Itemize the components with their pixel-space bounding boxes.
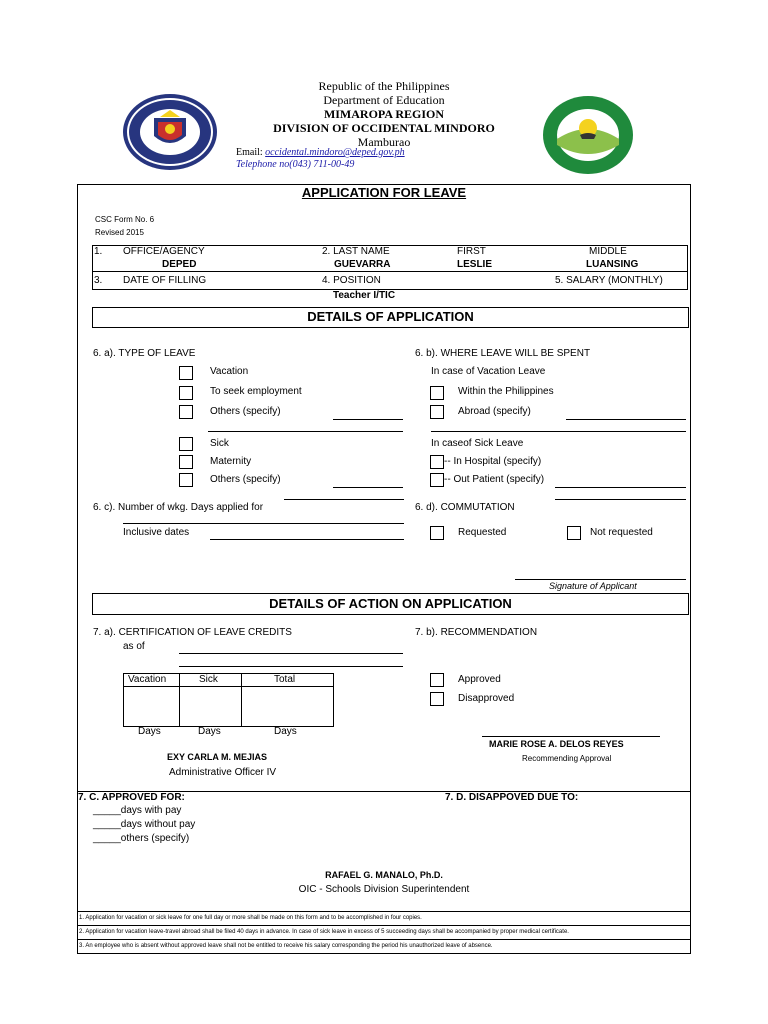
requested-checkbox[interactable]: [430, 526, 444, 540]
maternity-checkbox[interactable]: [179, 455, 193, 469]
approved-for-heading: 7. C. APPROVED FOR:: [78, 792, 185, 803]
details-of-application-heading: DETAILS OF APPLICATION: [92, 307, 689, 328]
office-agency-value: DEPED: [162, 259, 197, 270]
details-of-action-heading: DETAILS OF ACTION ON APPLICATION: [92, 593, 689, 615]
commutation-heading: 6. d). COMMUTATION: [415, 502, 515, 513]
first-name-value: LESLIE: [457, 259, 493, 270]
outpatient-checkbox[interactable]: [430, 473, 444, 487]
header-division: DIVISION OF OCCIDENTAL MINDORO: [273, 121, 495, 135]
as-of-line-2[interactable]: [179, 666, 403, 667]
where-spent-heading: 6. b). WHERE LEAVE WILL BE SPENT: [415, 348, 591, 359]
note-2: 2. Application for vacation leave-travel abroad shall be filed 40 days in advance. In case of sick leave in excess of 5 succeeding days shall be accompanied by proper medical certificate.: [78, 925, 691, 939]
superintendent-name: RAFAEL G. MANALO, Ph.D.: [325, 870, 443, 880]
others-vacation-label: Others (specify): [210, 406, 281, 417]
office-agency-label: OFFICE/AGENCY: [123, 246, 205, 257]
not-requested-checkbox[interactable]: [567, 526, 581, 540]
sick-checkbox[interactable]: [179, 437, 193, 451]
as-of-label: as of: [123, 641, 145, 652]
first-name-label: FIRST: [457, 246, 486, 257]
disapproved-checkbox[interactable]: [430, 692, 444, 706]
note-3: 3. An employee who is absent without approved leave shall not be entitled to receive his salary corresponding the period his unauthorized leave of absence.: [78, 939, 691, 953]
salary-label: 5. SALARY (MONTHLY): [555, 275, 663, 286]
abroad-label: Abroad (specify): [458, 406, 531, 417]
disapproved-label: Disapproved: [458, 693, 515, 704]
leave-form: [77, 184, 691, 954]
not-requested-label: Not requested: [590, 527, 653, 538]
inclusive-dates-label: Inclusive dates: [123, 527, 190, 538]
hospital-line[interactable]: [555, 499, 686, 500]
position-value: Teacher I/TIC: [333, 290, 396, 301]
days-applied-line[interactable]: [284, 499, 404, 500]
col-vacation: Vacation: [128, 674, 167, 685]
days-sick: Days: [198, 726, 221, 737]
row1-number: 1.: [94, 246, 103, 257]
days-applied-line-2[interactable]: [123, 523, 404, 524]
note-1: 1. Application for vacation or sick leave for one full day or more shall be made on this form and to be accomplished in four copies.: [78, 911, 691, 925]
vacation-case-label: In case of Vacation Leave: [431, 366, 546, 377]
sick-case-label: In caseof Sick Leave: [431, 438, 524, 449]
header-department: Department of Education: [323, 93, 445, 107]
days-without-pay: _____days without pay: [93, 819, 196, 830]
email-label: Email:: [236, 147, 263, 158]
others-vacation-line-2[interactable]: [208, 431, 403, 432]
sick-label: Sick: [210, 438, 229, 449]
recommending-title: Recommending Approval: [522, 754, 612, 763]
approved-label: Approved: [458, 674, 501, 685]
csc-form-no: CSC Form No. 6: [95, 215, 155, 224]
revised-year: Revised 2015: [95, 228, 144, 237]
disapproved-due-heading: 7. D. DISAPPOVED DUE TO:: [445, 792, 579, 803]
others-sick-checkbox[interactable]: [179, 473, 193, 487]
days-total: Days: [274, 726, 297, 737]
hospital-checkbox[interactable]: [430, 455, 444, 469]
signature-label: Signature of Applicant: [549, 581, 637, 591]
header-town: Mamburao: [357, 135, 411, 149]
days-vacation: Days: [138, 726, 161, 737]
outpatient-label: -- Out Patient (specify): [444, 474, 545, 485]
vacation-label: Vacation: [210, 366, 249, 377]
superintendent-title: OIC - Schools Division Superintendent: [298, 884, 470, 895]
col-total: Total: [274, 674, 296, 685]
header-republic: Republic of the Philippines: [318, 79, 450, 93]
others-vacation-checkbox[interactable]: [179, 405, 193, 419]
header-email: [236, 147, 405, 158]
as-of-line[interactable]: [179, 653, 403, 654]
others-sick-label: Others (specify): [210, 474, 281, 485]
requested-label: Requested: [458, 527, 507, 538]
seek-employment-checkbox[interactable]: [179, 386, 193, 400]
seek-employment-label: To seek employment: [210, 386, 302, 397]
within-philippines-label: Within the Philippines: [458, 386, 554, 397]
last-name-value: GUEVARRA: [334, 259, 391, 270]
abroad-line[interactable]: [566, 419, 686, 420]
inclusive-dates-line[interactable]: [210, 539, 404, 540]
recommendation-heading: 7. b). RECOMMENDATION: [415, 627, 538, 638]
last-name-label: 2. LAST NAME: [322, 246, 390, 257]
header-region: MIMAROPA REGION: [323, 107, 445, 121]
abroad-line-2[interactable]: [431, 431, 686, 432]
others-sick-line[interactable]: [333, 487, 403, 488]
officer-name: EXY CARLA M. MEJIAS: [167, 752, 268, 762]
recommending-line[interactable]: [482, 736, 660, 737]
row2-number: 3.: [94, 275, 103, 286]
approved-checkbox[interactable]: [430, 673, 444, 687]
signature-line[interactable]: [515, 579, 686, 580]
middle-name-label: MIDDLE: [589, 246, 627, 257]
others-specify: _____others (specify): [93, 833, 190, 844]
middle-name-value: LUANSING: [586, 259, 639, 270]
within-philippines-checkbox[interactable]: [430, 386, 444, 400]
abroad-checkbox[interactable]: [430, 405, 444, 419]
others-vacation-line[interactable]: [333, 419, 403, 420]
type-of-leave-heading: 6. a). TYPE OF LEAVE: [93, 348, 196, 359]
form-title: APPLICATION FOR LEAVE: [301, 185, 467, 200]
position-label: 4. POSITION: [322, 275, 381, 286]
email-link[interactable]: occidental.mindoro@deped.gov.ph: [265, 147, 405, 158]
division-seal-logo: [542, 95, 634, 175]
col-sick: Sick: [199, 674, 218, 685]
days-applied-label: 6. c). Number of wkg. Days applied for: [93, 502, 264, 513]
maternity-label: Maternity: [210, 456, 252, 467]
date-of-filling-label: DATE OF FILLING: [123, 275, 207, 286]
header-telephone: Telephone no(043) 711-00-49: [236, 159, 355, 170]
certification-heading: 7. a). CERTIFICATION OF LEAVE CREDITS: [93, 627, 292, 638]
recommending-name: MARIE ROSE A. DELOS REYES: [489, 739, 624, 749]
officer-title: Administrative Officer IV: [169, 767, 277, 778]
outpatient-line[interactable]: [555, 487, 686, 488]
hospital-label: -- In Hospital (specify): [444, 456, 542, 467]
vacation-checkbox[interactable]: [179, 366, 193, 380]
days-with-pay: _____days with pay: [93, 805, 182, 816]
